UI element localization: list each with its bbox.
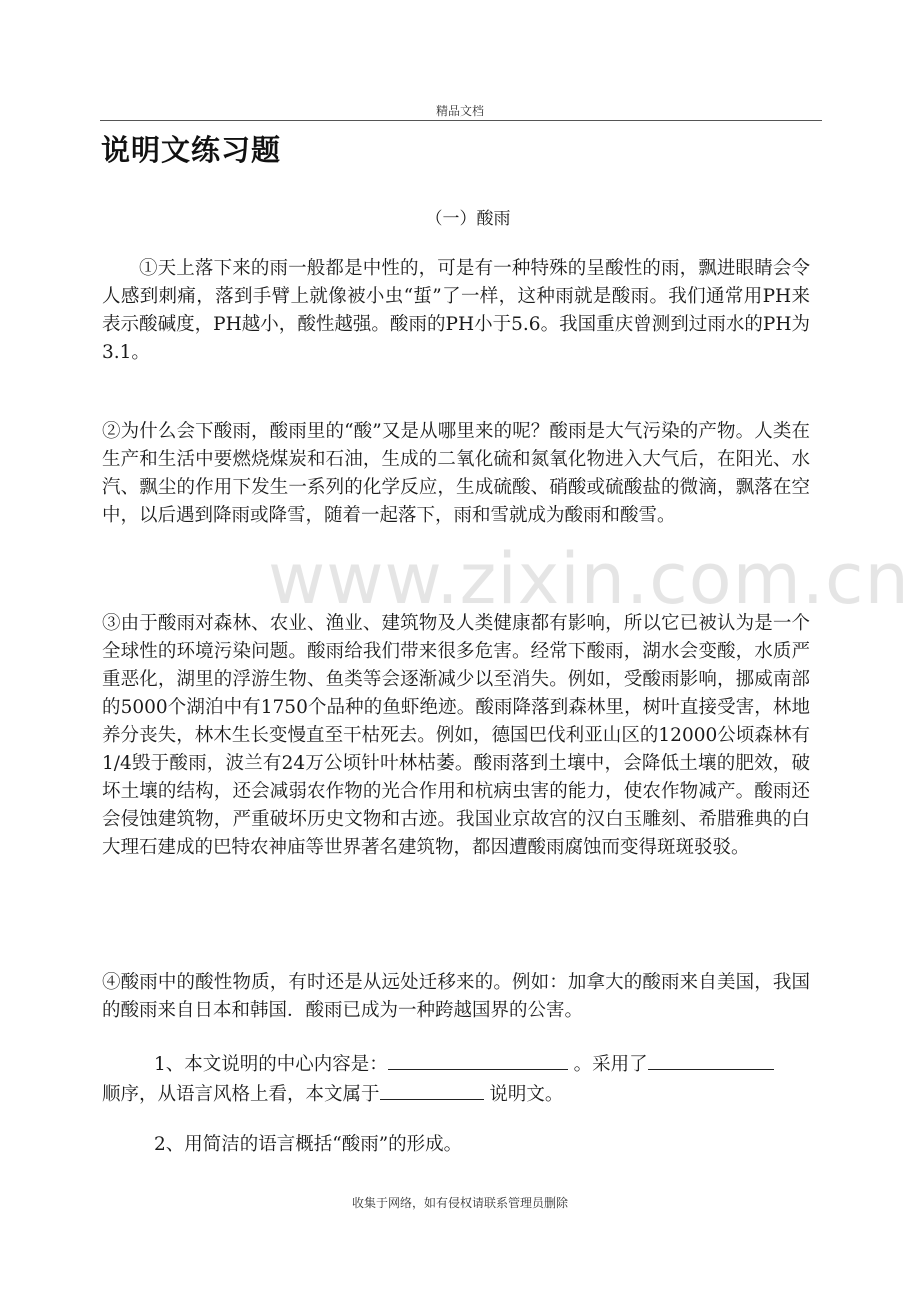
answer-blank-order[interactable] (648, 1049, 774, 1070)
paragraph-3: ③由于酸雨对森林、农业、渔业、建筑物及人类健康都有影响，所以它已被认为是一个全球性的环境污染问题。酸雨给我们带来很多危害。经常下酸雨，湖水会变酸，水质严重恶化，湖里的浮游生物、鱼类等会逐渐减少以至消失。例如，受酸雨影响，挪威南部的5000个湖泊中有1750个品种的鱼虾绝迹。酸雨降落到森林里，树叶直接受害，林地养分丧失，林木生长变慢直至干枯死去。例如，德国巴伐利亚山区的12000公顷森林有1/4毁于酸雨，波兰有24万公顷针叶林枯萎。酸雨落到土壤中，会降低土壤的肥效，破坏土壤的结构，还会减弱农作物的光合作用和杭病虫害的能力，使农作物减产。酸雨还会侵蚀建筑物，严重破坏历史文物和古迹。我国业京故宫的汉白玉雕刻、希腊雅典的白大理石建成的巴特农神庙等世界著名建筑物，都因遭酸雨腐蚀而变得斑斑驳驳。 (102, 613, 810, 858)
question-2 (102, 1131, 822, 1159)
paragraph-1: ①天上落下来的雨一般都是中性的，可是有一种特殊的呈酸性的雨，飘进眼睛会令人感到刺痛，落到手臂上就像被小虫“蜇”了一样，这种雨就是酸雨。我们通常用PH来表示酸碱度，PH越小，酸性越强。酸雨的PH小于5.6。我国重庆曾测到过雨水的PH为3.1。 (102, 258, 810, 363)
question-1-text-b: 。采用了 (573, 1054, 648, 1075)
paragraph-4: ④酸雨中的酸性物质，有时还是从远处迁移来的。例如：加拿大的酸雨来自美国，我国的酸雨来自日本和韩国．酸雨已成为一种跨越国界的公害。 (102, 972, 810, 1021)
header-divider (100, 120, 822, 121)
paragraph-2: ②为什么会下酸雨，酸雨里的“酸”又是从哪里来的呢？酸雨是大气污染的产物。人类在生产和生活中要燃烧煤炭和石油，生成的二氧化硫和氮氧化物进入大气后，在阳光、水汽、飘尘的作用下发生一系列的化学反应，生成硫酸、硝酸或硫酸盐的微滴，飘落在空中，以后遇到降雨或降雪，随着一起落下，雨和雪就成为酸雨和酸雪。 (102, 421, 810, 526)
page-footer: 收集于网络，如有侵权请联系管理员删除 (351, 1196, 568, 1210)
answer-blank-central-content[interactable] (388, 1049, 568, 1070)
watermark: www.zixin.com.cn (268, 538, 910, 620)
question-1-text-d: 说明文。 (483, 1084, 564, 1105)
page-header: 精品文档 (435, 104, 484, 118)
question-1 (102, 1049, 822, 1109)
page-title: 说明文练习题 (101, 133, 282, 167)
question-2-text: 2、用简洁的语言概括“酸雨”的形成。 (154, 1134, 463, 1155)
question-1-text-a: 1、本文说明的中心内容是： (154, 1054, 388, 1075)
section-subtitle: （一）酸雨 (425, 209, 511, 229)
answer-blank-style[interactable] (380, 1079, 484, 1100)
question-1-text-c: 顺序，从语言风格上看，本文属于 (102, 1084, 380, 1105)
